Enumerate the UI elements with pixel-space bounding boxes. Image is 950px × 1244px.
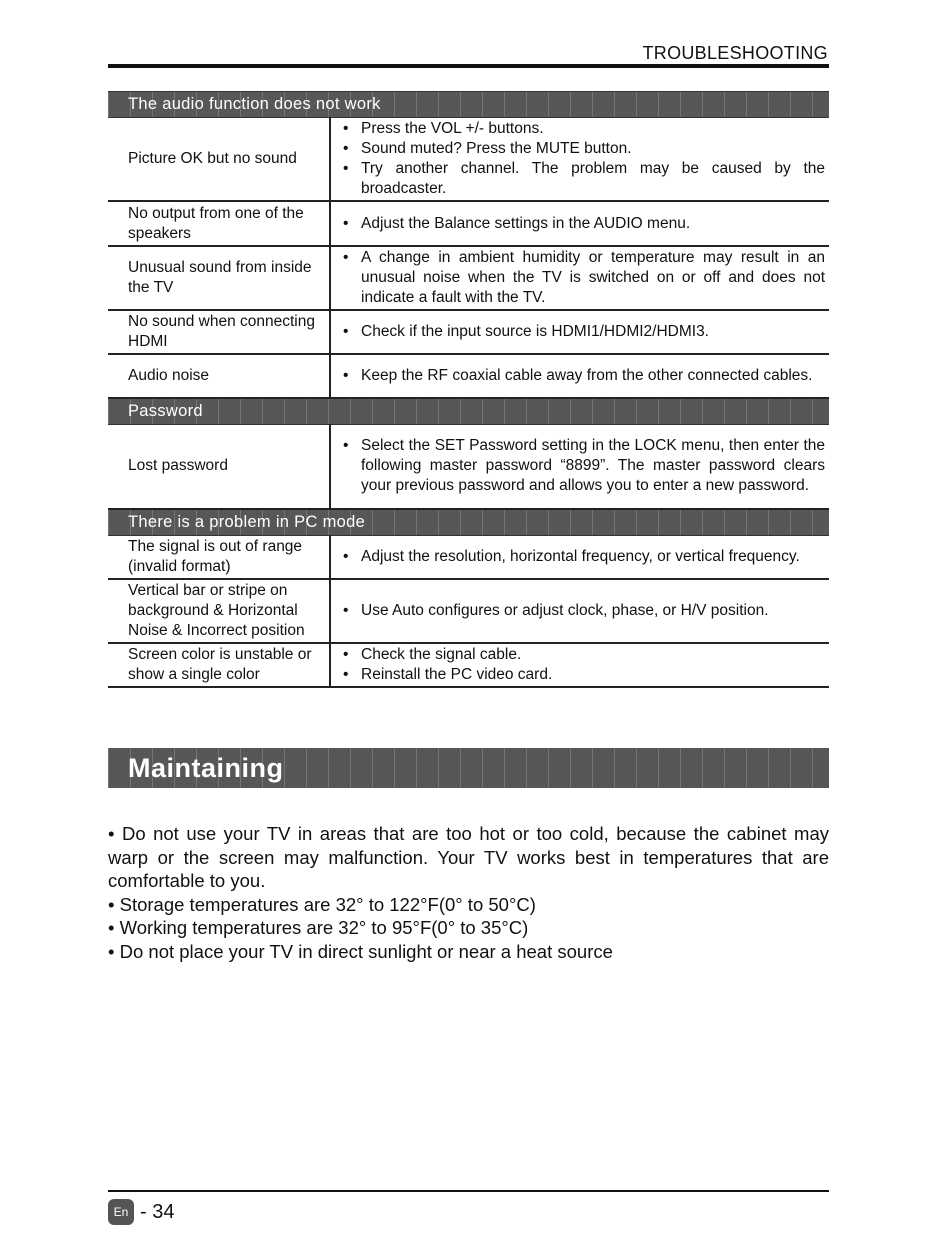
table-row bbox=[108, 535, 829, 579]
table-row bbox=[108, 579, 829, 643]
maintaining-item: • Do not place your TV in direct sunlight or near a heat source bbox=[108, 940, 613, 962]
maintaining-item: • Do not use your TV in areas that are too hot or too cold, because the cabinet may warp or the screen may malfunction. Your TV works best in temperatures that are comfortable to you. bbox=[108, 823, 829, 891]
table-row bbox=[108, 310, 829, 354]
solution-item: • Keep the RF coaxial cable away from the other connected cables. bbox=[343, 366, 825, 386]
problem-cell: No output from one of the speakers bbox=[108, 201, 330, 246]
page-header-title: TROUBLESHOOTING bbox=[642, 43, 828, 63]
solution-cell bbox=[330, 118, 829, 202]
solution-cell bbox=[330, 201, 829, 246]
solution-cell bbox=[330, 354, 829, 398]
section-header-password bbox=[108, 398, 829, 425]
solution-item: • Press the VOL +/- buttons. bbox=[343, 119, 825, 139]
solution-item: • A change in ambient humidity or temperature may result in an unusual noise when the TV is switched on or off and does not indicate a fault with the TV. bbox=[343, 248, 825, 308]
section-header-audio bbox=[108, 92, 829, 118]
solution-cell bbox=[330, 535, 829, 579]
solution-item: • Sound muted? Press the MUTE button. bbox=[343, 139, 825, 159]
table-row bbox=[108, 643, 829, 687]
table-row bbox=[108, 246, 829, 310]
solution-item: • Try another channel. The problem may be caused by the broadcaster. bbox=[343, 159, 825, 199]
solution-item: • Reinstall the PC video card. bbox=[343, 665, 825, 685]
solution-cell bbox=[330, 310, 829, 354]
maintaining-list bbox=[108, 822, 829, 963]
page-number: - 34 bbox=[140, 1200, 175, 1223]
problem-cell: Unusual sound from inside the TV bbox=[108, 246, 330, 310]
table-row bbox=[108, 201, 829, 246]
solution-item: • Use Auto configures or adjust clock, phase, or H/V position. bbox=[343, 601, 825, 621]
table-row bbox=[108, 118, 829, 202]
problem-cell: Vertical bar or stripe on background & Horizontal Noise & Incorrect position bbox=[108, 579, 330, 643]
troubleshooting-table bbox=[108, 91, 829, 688]
solution-cell bbox=[330, 579, 829, 643]
solution-item: • Check the signal cable. bbox=[343, 645, 825, 665]
problem-cell: Picture OK but no sound bbox=[108, 118, 330, 202]
footer-rule bbox=[108, 1190, 829, 1192]
problem-cell: No sound when connecting HDMI bbox=[108, 310, 330, 354]
solution-cell bbox=[330, 643, 829, 687]
maintaining-item: • Storage temperatures are 32° to 122°F(0° to 50°C) bbox=[108, 893, 536, 915]
solution-cell bbox=[330, 425, 829, 509]
problem-cell: Audio noise bbox=[108, 354, 330, 398]
solution-item: • Adjust the Balance settings in the AUDIO menu. bbox=[343, 214, 825, 234]
maintaining-banner: Maintaining bbox=[108, 748, 829, 788]
table-row bbox=[108, 425, 829, 509]
header-rule bbox=[108, 64, 829, 68]
maintaining-item: • Working temperatures are 32° to 95°F(0° to 35°C) bbox=[108, 917, 529, 938]
section-header-pc-mode bbox=[108, 509, 829, 536]
section-title: There is a problem in PC mode bbox=[108, 509, 829, 536]
table-row bbox=[108, 354, 829, 398]
solution-item: • Adjust the resolution, horizontal frequency, or vertical frequency. bbox=[343, 547, 825, 567]
section-title: The audio function does not work bbox=[108, 92, 829, 118]
solution-item: • Check if the input source is HDMI1/HDMI2/HDMI3. bbox=[343, 322, 825, 342]
solution-cell bbox=[330, 246, 829, 310]
problem-cell: Lost password bbox=[108, 425, 330, 509]
problem-cell: The signal is out of range (invalid format) bbox=[108, 535, 330, 579]
problem-cell: Screen color is unstable or show a single color bbox=[108, 643, 330, 687]
language-badge-icon: En bbox=[108, 1199, 134, 1225]
solution-item: • Select the SET Password setting in the LOCK menu, then enter the following master password “8899”. The master password clears your previous password and allows you to enter a new password. bbox=[343, 436, 825, 496]
section-title: Password bbox=[108, 398, 829, 425]
page-footer bbox=[108, 1199, 174, 1225]
